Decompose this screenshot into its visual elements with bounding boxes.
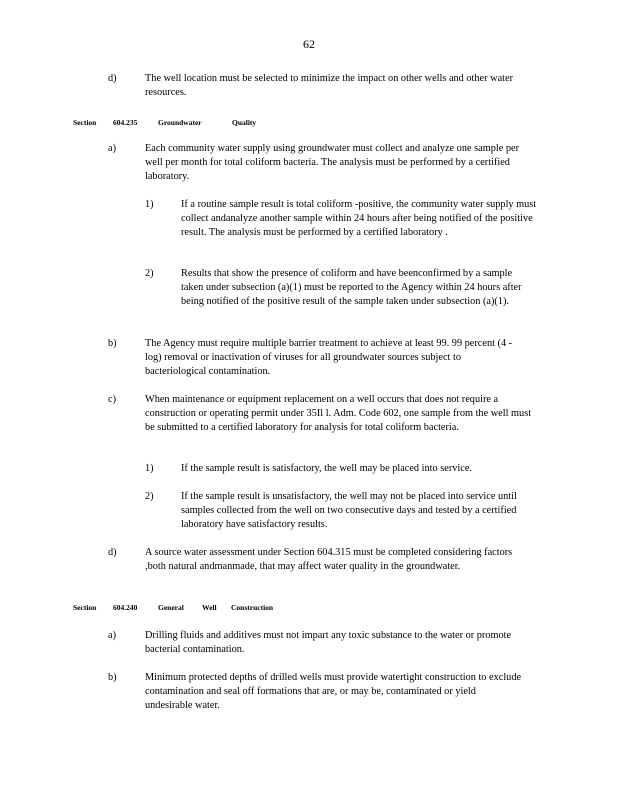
list-item (0, 337, 618, 381)
section-word: Section (73, 118, 97, 127)
item-text: Minimum protected depths of drilled wells must provide watertight construction to exclude contamination and seal off formations that are, or may be, contaminated or yield undesirable water. (145, 672, 522, 711)
item-text: Results that show the presence of coliform and have beenconfirmed by a sample taken under subsection (a)(1) must be reported to the Agency within 24 hours after being notified of the positive result of the sample taken under subsection (a)(1). (181, 268, 522, 307)
section-title-word: Well (202, 603, 217, 612)
item-text: If the sample result is satisfactory, the well may be placed into service. (181, 463, 472, 474)
item-text: The well location must be selected to minimize the impact on other wells and other water resources. (145, 73, 513, 98)
item-text: Drilling fluids and additives must not impart any toxic substance to the water or promote bacterial contamination. (145, 630, 512, 655)
item-label: 2) (145, 268, 154, 279)
page-number: 62 (303, 37, 315, 51)
list-item (0, 198, 618, 256)
item-text: If a routine sample result is total coliform -positive, the community water supply must collect andanalyze another sample within 24 hours after being notified of the positive result. The analysis must be performed by a certified laboratory . (181, 199, 537, 238)
section-heading (0, 118, 618, 130)
list-item (0, 629, 618, 659)
item-label: a) (108, 630, 116, 641)
list-item (0, 142, 618, 186)
item-label: b) (108, 672, 117, 683)
item-label: c) (108, 394, 116, 405)
item-label: d) (108, 547, 117, 558)
section-word: Section (73, 603, 97, 612)
item-label: 1) (145, 463, 154, 474)
section-number: 604.240 (113, 603, 138, 612)
section-number: 604.235 (113, 118, 138, 127)
list-item (0, 546, 618, 590)
section-title-word: Quality (232, 118, 257, 127)
item-label: 1) (145, 199, 154, 210)
section-title-word: Groundwater (158, 118, 202, 127)
section-title-word: General (158, 603, 184, 612)
item-text: The Agency must require multiple barrier treatment to achieve at least 99. 99 percent (4 -log) removal or inactivation of viruses for all groundwater sources subject to bacteriological contamination. (145, 338, 513, 377)
list-item (0, 267, 618, 325)
item-label: a) (108, 143, 116, 154)
list-item (0, 72, 618, 102)
list-item (0, 393, 618, 451)
item-text: A source water assessment under Section 604.315 must be completed considering factors ,both natural andmanmade, that may affect water quality in the groundwater. (145, 547, 513, 572)
item-label: d) (108, 73, 117, 84)
section-title-word: Construction (231, 603, 274, 612)
list-item (0, 490, 618, 534)
item-text: If the sample result is unsatisfactory, the well may not be placed into service until samples collected from the well on two consecutive days and tested by a certified laboratory have satisfactory results. (181, 491, 517, 530)
list-item (0, 462, 618, 478)
item-text: Each community water supply using groundwater must collect and analyze one sample per well per month for total coliform bacteria. The analysis must be performed by a certified laboratory. (145, 143, 520, 182)
section-heading (0, 603, 618, 615)
item-text: When maintenance or equipment replacement on a well occurs that does not require a construction or operating permit under 35Il l. Adm. Code 602, one sample from the well must be submitted to a certified laboratory for analysis for total coliform bacteria. (145, 394, 532, 433)
item-label: b) (108, 338, 117, 349)
list-item (0, 671, 618, 715)
item-label: 2) (145, 491, 154, 502)
